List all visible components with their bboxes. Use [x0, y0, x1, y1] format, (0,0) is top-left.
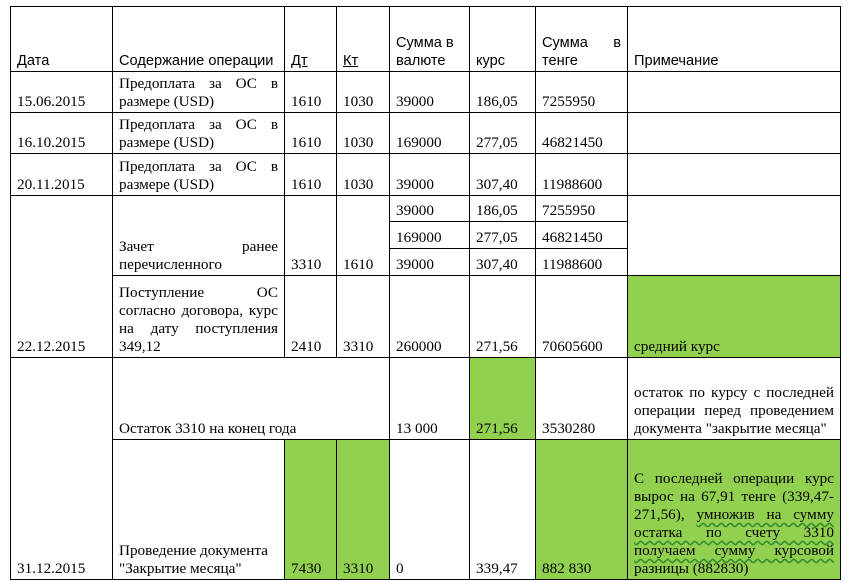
- table-row: [11, 72, 841, 113]
- closing-row: [11, 440, 841, 580]
- year-end-date: 31.12.2015: [11, 358, 113, 580]
- row-dt: 1610: [285, 113, 337, 154]
- row-kt: 1030: [337, 154, 390, 196]
- row-dt: 1610: [285, 72, 337, 113]
- balance-amount: 13 000: [390, 358, 470, 440]
- row-tenge: 46821450: [536, 113, 628, 154]
- offset-rate: 277,05: [470, 222, 536, 249]
- offset-note: [628, 196, 841, 276]
- header-row: [11, 7, 841, 72]
- balance-row: [11, 358, 841, 440]
- receipt-tenge: 70605600: [536, 276, 628, 358]
- row-operation: Предоплата за ОС в размере (USD): [113, 154, 285, 196]
- row-operation: Предоплата за ОС в размере (USD): [113, 72, 285, 113]
- offset-amount: 39000: [390, 249, 470, 276]
- table-row: [11, 113, 841, 154]
- header-rate: курс: [470, 7, 536, 72]
- offset-amount: 169000: [390, 222, 470, 249]
- receipt-rate: 271,56: [470, 276, 536, 358]
- row-rate: 307,40: [470, 154, 536, 196]
- header-amount-tenge: Сумма в тенге: [536, 7, 628, 72]
- balance-note: остаток по курсу с последней операции перед проведением документа "закрытие месяца": [628, 358, 841, 440]
- header-kt: Кт: [337, 7, 390, 72]
- offset-rate: 307,40: [470, 249, 536, 276]
- offset-kt: 1610: [337, 196, 390, 276]
- row-tenge: 11988600: [536, 154, 628, 196]
- header-amount-currency: Сумма в валюте: [390, 7, 470, 72]
- row-note: [628, 154, 841, 196]
- row-date: 20.11.2015: [11, 154, 113, 196]
- closing-rate: 339,47: [470, 440, 536, 580]
- header-date: Дата: [11, 7, 113, 72]
- row-amount: 39000: [390, 154, 470, 196]
- closing-note: [628, 440, 841, 580]
- offset-line: [11, 196, 841, 222]
- closing-note-text: С последней операции курс вырос на 67,91 тенге (339,47-271,56),: [634, 470, 834, 523]
- row-date: 15.06.2015: [11, 72, 113, 113]
- row-date: 16.10.2015: [11, 113, 113, 154]
- table-row: [11, 154, 841, 196]
- balance-tenge: 3530280: [536, 358, 628, 440]
- header-note: Примечание: [628, 7, 841, 72]
- ledger-table: [10, 6, 841, 580]
- offset-dt: 3310: [285, 196, 337, 276]
- row-dt: 1610: [285, 154, 337, 196]
- offset-rate: 186,05: [470, 196, 536, 222]
- row-tenge: 7255950: [536, 72, 628, 113]
- offset-tenge: 46821450: [536, 222, 628, 249]
- closing-tenge: 882 830: [536, 440, 628, 580]
- offset-amount: 39000: [390, 196, 470, 222]
- header-operation: Содержание операции: [113, 7, 285, 72]
- row-kt: 1030: [337, 113, 390, 154]
- header-dt: Дт: [285, 7, 337, 72]
- row-rate: 277,05: [470, 113, 536, 154]
- balance-rate: 271,56: [470, 358, 536, 440]
- row-amount: 169000: [390, 113, 470, 154]
- closing-kt: 3310: [337, 440, 390, 580]
- row-note: [628, 113, 841, 154]
- receipt-row: [11, 276, 841, 358]
- receipt-dt: 2410: [285, 276, 337, 358]
- offset-operation: Зачет ранее перечисленного: [113, 196, 285, 276]
- receipt-kt: 3310: [337, 276, 390, 358]
- row-operation: Предоплата за ОС в размере (USD): [113, 113, 285, 154]
- row-kt: 1030: [337, 72, 390, 113]
- closing-operation: Проведение документа "Закрытие месяца": [113, 440, 285, 580]
- closing-amount: 0: [390, 440, 470, 580]
- row-note: [628, 72, 841, 113]
- row-rate: 186,05: [470, 72, 536, 113]
- receipt-operation: Поступление ОС согласно договора, курс на дату поступления 349,12: [113, 276, 285, 358]
- row-amount: 39000: [390, 72, 470, 113]
- offset-tenge: 7255950: [536, 196, 628, 222]
- balance-operation: Остаток 3310 на конец года: [113, 358, 390, 440]
- receipt-amount: 260000: [390, 276, 470, 358]
- closing-note-text-end: разницы (882830): [634, 560, 749, 577]
- offset-tenge: 11988600: [536, 249, 628, 276]
- closing-dt: 7430: [285, 440, 337, 580]
- receipt-note: средний курс: [628, 276, 841, 358]
- closing-note-text-underlined: умножив на сумму остатка по счету 3310 получаем сумму курсовой: [634, 506, 834, 559]
- group-date: 22.12.2015: [11, 196, 113, 358]
